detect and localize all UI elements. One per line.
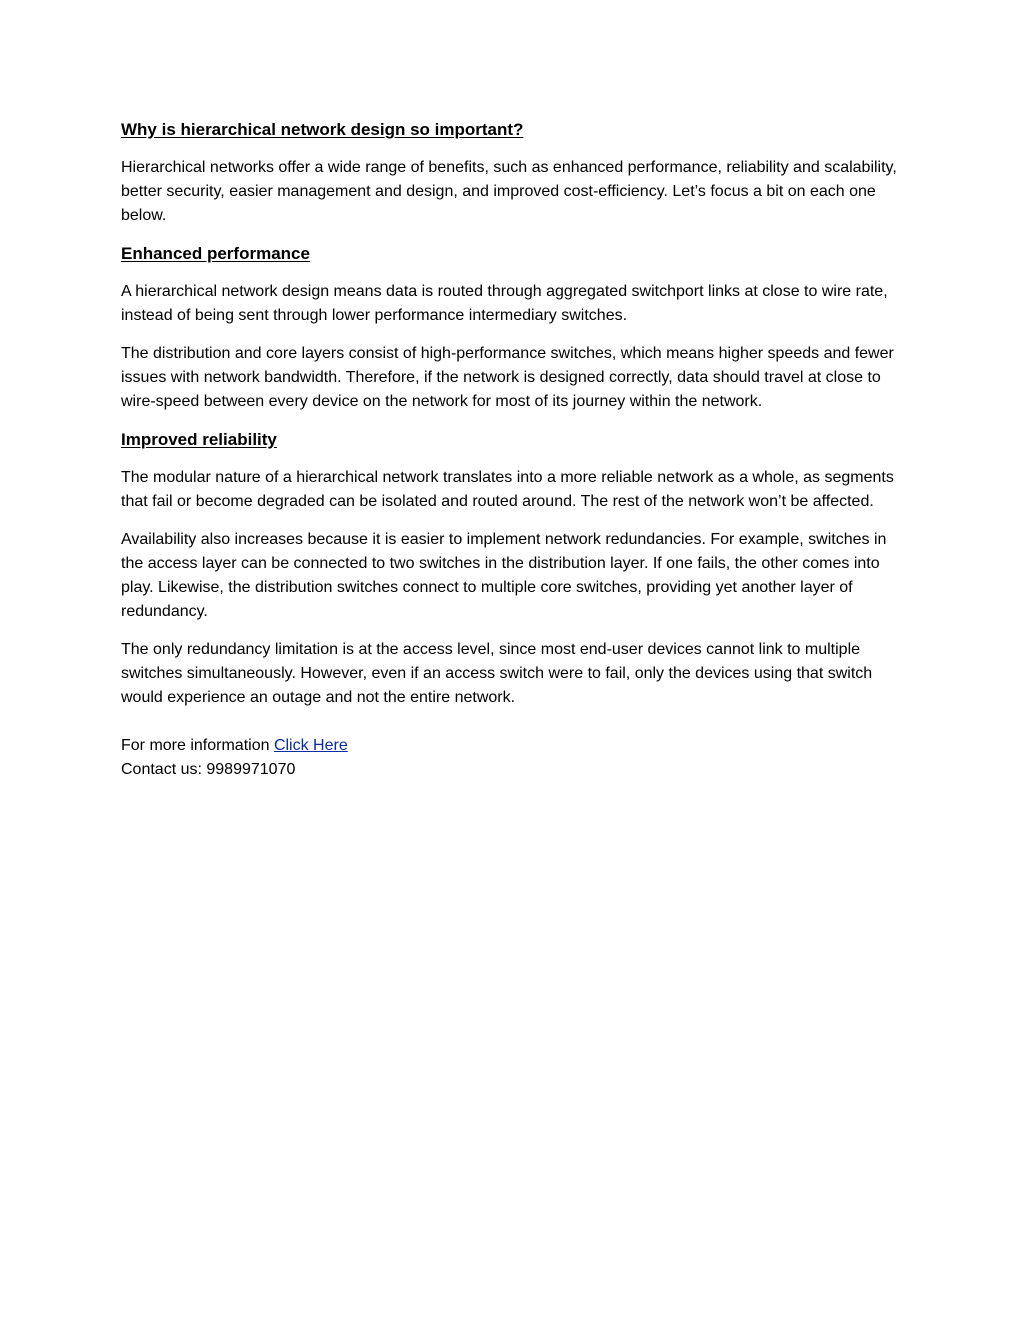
section-heading: Improved reliability [121, 430, 277, 449]
section-heading: Enhanced performance [121, 244, 310, 263]
more-info-label: For more information [121, 737, 274, 754]
paragraph: A hierarchical network design means data is routed through aggregated switchport links at close to wire rate, instead of being sent through lower performance intermediary switches. [121, 283, 888, 324]
paragraph: Availability also increases because it is easier to implement network redundancies. For example, switches in the access layer can be connected to two switches in the distribution layer. If one fails, the other comes into play. Likewise, the distribution switches connect to multiple core switches, providing yet another layer of redundancy. [121, 531, 887, 620]
section-heading: Why is hierarchical network design so important? [121, 120, 524, 139]
paragraph: The distribution and core layers consist of high-performance switches, which means higher speeds and fewer issues with network bandwidth. Therefore, if the network is designed correctly, data should travel at close to wire-speed between every device on the network for most of its journey within the network. [121, 345, 894, 410]
document-body [121, 118, 911, 782]
click-here-link[interactable]: Click Here [273, 737, 348, 754]
section-improved-reliability [121, 428, 911, 710]
paragraph: The only redundancy limitation is at the access level, since most end-user devices cannot link to multiple switches simultaneously. However, even if an access switch were to fail, only the devices using that switch would experience an outage and not the entire network. [121, 641, 873, 706]
paragraph: The modular nature of a hierarchical network translates into a more reliable network as a whole, as segments that fail or become degraded can be isolated and routed around. The rest of the network won’t be affected. [121, 469, 894, 510]
section-enhanced-performance [121, 242, 911, 414]
contact-line: Contact us: 9989971070 [121, 761, 296, 778]
section-hierarchical-design [121, 118, 911, 228]
footer-contact [121, 734, 911, 782]
paragraph: Hierarchical networks offer a wide range of benefits, such as enhanced performance, reliability and scalability, better security, easier management and design, and improved cost-efficiency. Let’s focus a bit on each one below. [121, 159, 897, 224]
more-info-line [121, 734, 911, 758]
